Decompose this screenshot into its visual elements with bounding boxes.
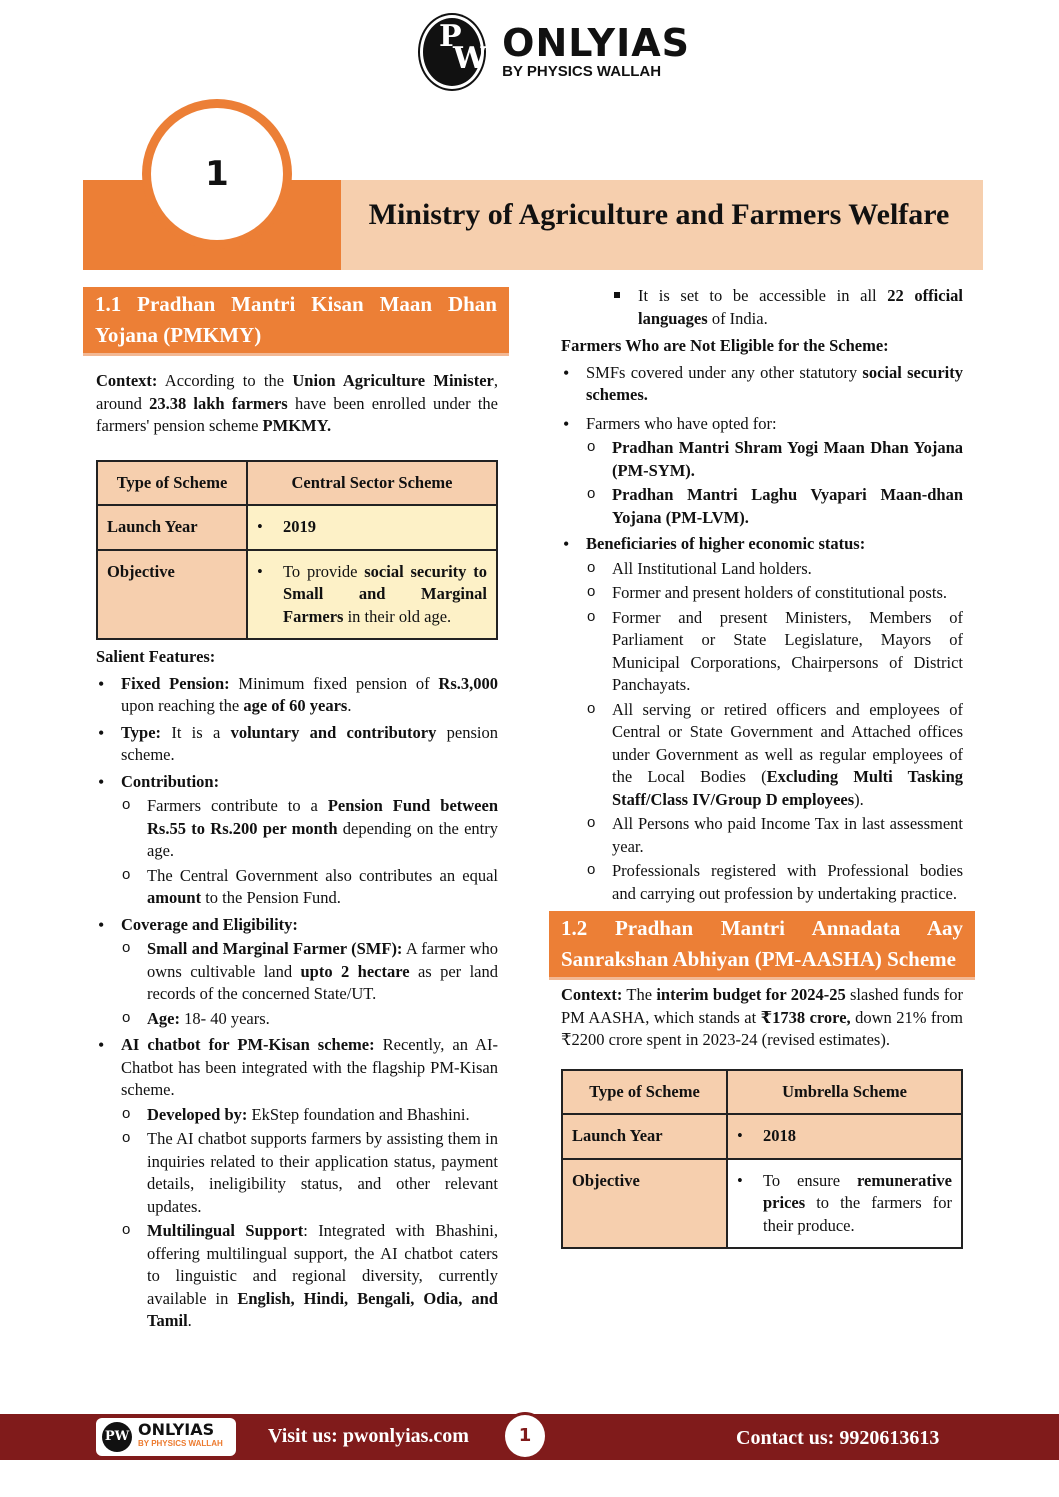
brand-by: BY PHYSICS WALLAH	[502, 63, 662, 80]
text: have been enrolled under the farmers' pension scheme	[96, 393, 498, 435]
footer	[0, 1414, 1059, 1460]
sub-list-item: o All Persons who paid Income Tax in last assessment year.	[586, 813, 963, 858]
sub-list	[121, 795, 498, 910]
launch-label: Launch Year	[562, 1114, 727, 1159]
scheme-table-pmaasha	[561, 1069, 963, 1250]
type-value: Central Sector Scheme	[247, 461, 497, 506]
text: Farmers contribute to a	[147, 796, 328, 815]
text: The	[622, 985, 657, 1004]
text: depending on the entry age.	[147, 818, 498, 860]
text: All serving or retired officers and employees of Central or State Government and Attached offices under Government as well as regular employees of the Local Bodies (	[612, 699, 963, 786]
bold-text: social security to Small and Marginal Farmers	[283, 561, 487, 626]
footer-brand-by: BY PHYSICS WALLAH	[138, 1439, 223, 1448]
bold-text: Type:	[121, 722, 162, 742]
type-label: Type of Scheme	[562, 1070, 727, 1115]
context-paragraph-2	[561, 984, 963, 1052]
list-item	[96, 673, 498, 718]
sub-list-item: o Former and present Ministers, Members of Parliament or State Legislature, Mayors of Municipal Corporations, Chairpersons of District Panchayats.	[586, 607, 963, 697]
bold-text: Small and Marginal Farmer (SMF):	[147, 939, 403, 958]
context-label: Context:	[96, 371, 158, 390]
sub-list-item: o The AI chatbot supports farmers by assisting them in inquiries related to their application status, payment details, ineligibility status, and other relevant updates.	[121, 1128, 498, 1218]
bold-text: voluntary and contributory	[230, 722, 437, 742]
sub-list-item	[121, 795, 498, 863]
text: It is a	[161, 722, 231, 742]
launch-value-cell	[727, 1114, 962, 1159]
table-row	[562, 1070, 962, 1115]
bold-text: interim budget for 2024-25	[656, 985, 846, 1004]
objective-value	[763, 1170, 952, 1238]
text: in their old age.	[343, 606, 452, 626]
launch-value-cell	[247, 505, 497, 550]
text: upon reaching the	[121, 696, 244, 715]
bullet-icon: •	[737, 1126, 743, 1145]
text: : Integrated with Bhashini, offering multilingual support, the AI chatbot caters to linguistic and regional diversity, currently available in	[147, 1221, 499, 1308]
sub-list-item	[586, 437, 963, 482]
objective-value-cell	[727, 1159, 962, 1249]
sub-list-item	[121, 1220, 498, 1333]
bold-text: Pradhan Mantri Shram Yogi Maan Dhan Yojana (PM-SYM).	[612, 438, 963, 480]
objective-label: Objective	[562, 1159, 727, 1249]
bold-text: Contribution:	[121, 771, 220, 791]
footer-brand	[138, 1420, 223, 1451]
text: The Central Government also contributes an equal	[147, 865, 498, 885]
list-item	[561, 533, 963, 905]
sub-list-item: o All Institutional Land holders.	[586, 558, 963, 581]
table-row	[97, 461, 497, 506]
sub-list-item	[121, 1104, 498, 1127]
list-item	[561, 413, 963, 530]
not-eligible-heading: Farmers Who are Not Eligible for the Scheme:	[561, 336, 889, 355]
website-link[interactable]: Visit us: pwonlyias.com	[268, 1425, 469, 1447]
brand-text	[502, 23, 690, 81]
sub-list-item	[121, 1008, 498, 1031]
text: SMFs covered under any other statutory	[586, 362, 863, 382]
bold-text: Fixed Pension:	[121, 673, 230, 693]
table-row	[97, 550, 497, 640]
bold-text: age of 60 years	[243, 696, 348, 715]
text: as per land records of the concerned State/UT.	[147, 961, 498, 1003]
contact-number[interactable]: Contact us: 9920613613	[736, 1427, 940, 1449]
bold-text: Pension Fund between Rs.55 to Rs.200 per month	[147, 796, 499, 838]
context-label: Context:	[561, 985, 623, 1004]
launch-value: 2018	[763, 1126, 796, 1145]
bold-text: Multilingual Support	[147, 1221, 304, 1240]
table-row	[562, 1159, 962, 1249]
text: Minimum fixed pension of	[229, 673, 439, 693]
type-label: Type of Scheme	[97, 461, 247, 506]
list-item	[96, 771, 498, 910]
bullet-icon: •	[737, 1170, 743, 1190]
objective-label: Objective	[97, 550, 247, 640]
text: ).	[854, 789, 864, 809]
text: To provide	[283, 561, 365, 581]
text: EkStep foundation and Bhashini.	[247, 1104, 470, 1124]
bold-text: Pradhan Mantri Laghu Vyapari Maan-dhan Yojana (PM-LVM).	[612, 485, 963, 527]
objective-value-cell	[247, 550, 497, 640]
list-item	[561, 362, 963, 407]
logo-letter-p: P	[439, 19, 462, 54]
bold-text: Beneficiaries of higher economic status:	[586, 534, 866, 553]
sub-list	[121, 938, 498, 1030]
bold-text: 23.38 lakh farmers	[149, 393, 288, 413]
list-item	[96, 914, 498, 1031]
sub-list-item	[121, 865, 498, 910]
salient-features-heading: Salient Features:	[96, 647, 216, 666]
logo-letter-w: W	[453, 41, 487, 76]
features-list	[96, 673, 498, 1333]
bold-text: 22 official languages	[638, 286, 963, 328]
sub-list-item: o Professionals registered with Professional bodies and carrying out profession by undertaking practice.	[586, 860, 963, 905]
bold-text: upto 2 hectare	[300, 961, 410, 981]
text: .	[347, 696, 352, 715]
list-item	[96, 1034, 498, 1333]
sub-list-item: o Former and present holders of constitutional posts.	[586, 582, 963, 605]
text: of India.	[707, 308, 768, 328]
chapter-number: 1	[151, 108, 283, 240]
launch-value: 2019	[283, 517, 316, 536]
chapter-title: Ministry of Agriculture and Farmers Welfare	[368, 198, 950, 231]
section-heading-1-1: 1.1 Pradhan Mantri Kisan Maan Dhan Yojana (PMKMY)	[83, 287, 509, 356]
text: According to the	[157, 371, 293, 390]
objective-value	[283, 561, 487, 629]
text: to the farmers for their produce.	[763, 1193, 952, 1235]
footer-logo[interactable]	[96, 1418, 236, 1456]
sub-list	[121, 1104, 498, 1333]
bold-text: AI chatbot for PM-Kisan scheme:	[121, 1035, 375, 1054]
bullet-icon: •	[257, 517, 263, 536]
bold-text: Developed by:	[147, 1104, 248, 1124]
bold-text: PMKMY.	[262, 416, 332, 435]
footer-brand-name: ONLYIAS	[138, 1420, 215, 1439]
text: It is set to be accessible in all	[638, 286, 888, 305]
sub-list-item	[586, 699, 963, 812]
header-logo[interactable]	[420, 12, 690, 92]
text: , around	[96, 371, 498, 413]
text: down 21% from ₹2200 crore spent in 2023-24 (revised estimates).	[561, 1007, 963, 1049]
pw-logo-icon: PW	[102, 1422, 132, 1452]
table-row	[562, 1114, 962, 1159]
table-row	[97, 505, 497, 550]
text: to the Pension Fund.	[201, 888, 341, 907]
bold-text: Age:	[147, 1008, 180, 1028]
scheme-table-pmkmy	[96, 460, 498, 641]
text: Recently, an AI- Chatbot has been integrated with the flagship PM-Kisan scheme.	[121, 1035, 498, 1099]
type-value: Umbrella Scheme	[727, 1070, 962, 1115]
sub-list	[586, 437, 963, 529]
text: Farmers who have opted for:	[586, 413, 777, 433]
page-number: 1	[502, 1412, 548, 1460]
text: A farmer who owns cultivable land	[147, 939, 498, 981]
launch-label: Launch Year	[97, 505, 247, 550]
list-item	[96, 722, 498, 767]
bold-text: Rs.3,000	[438, 673, 498, 693]
text: To ensure	[763, 1170, 857, 1190]
bullet-icon: •	[257, 561, 263, 581]
bold-text: ₹1738 crore,	[760, 1007, 851, 1027]
brand-name: ONLYIAS	[502, 21, 690, 65]
text: pension scheme.	[121, 722, 498, 764]
section-heading-1-2: 1.2 Pradhan Mantri Annadata Aay Sanrakshan Abhiyan (PM-AASHA) Scheme	[549, 911, 975, 980]
bold-text: amount	[147, 888, 202, 907]
sub-list-item	[121, 938, 498, 1006]
sub-list-item	[586, 484, 963, 529]
text: slashed funds for PM AASHA, which stands at	[561, 985, 964, 1027]
text: 18- 40 years.	[179, 1008, 270, 1028]
bold-text: social security schemes.	[586, 362, 963, 404]
bold-text: English, Hindi, Bengali, Odia, and Tamil	[147, 1288, 498, 1330]
bold-text: Excluding Multi Tasking Staff/Class IV/Group D employees	[612, 767, 963, 809]
list-item	[561, 285, 963, 330]
left-column	[96, 287, 498, 1333]
right-column	[561, 285, 963, 1249]
bold-text: Union Agriculture Minister	[292, 371, 494, 390]
bold-text: remunerative prices	[763, 1170, 952, 1212]
not-eligible-list	[561, 362, 963, 906]
pw-logo-icon	[420, 15, 487, 89]
text: .	[187, 1311, 192, 1330]
context-paragraph	[96, 370, 498, 438]
bold-text: Coverage and Eligibility:	[121, 914, 298, 934]
language-list	[561, 285, 963, 330]
sub-list	[586, 558, 963, 906]
